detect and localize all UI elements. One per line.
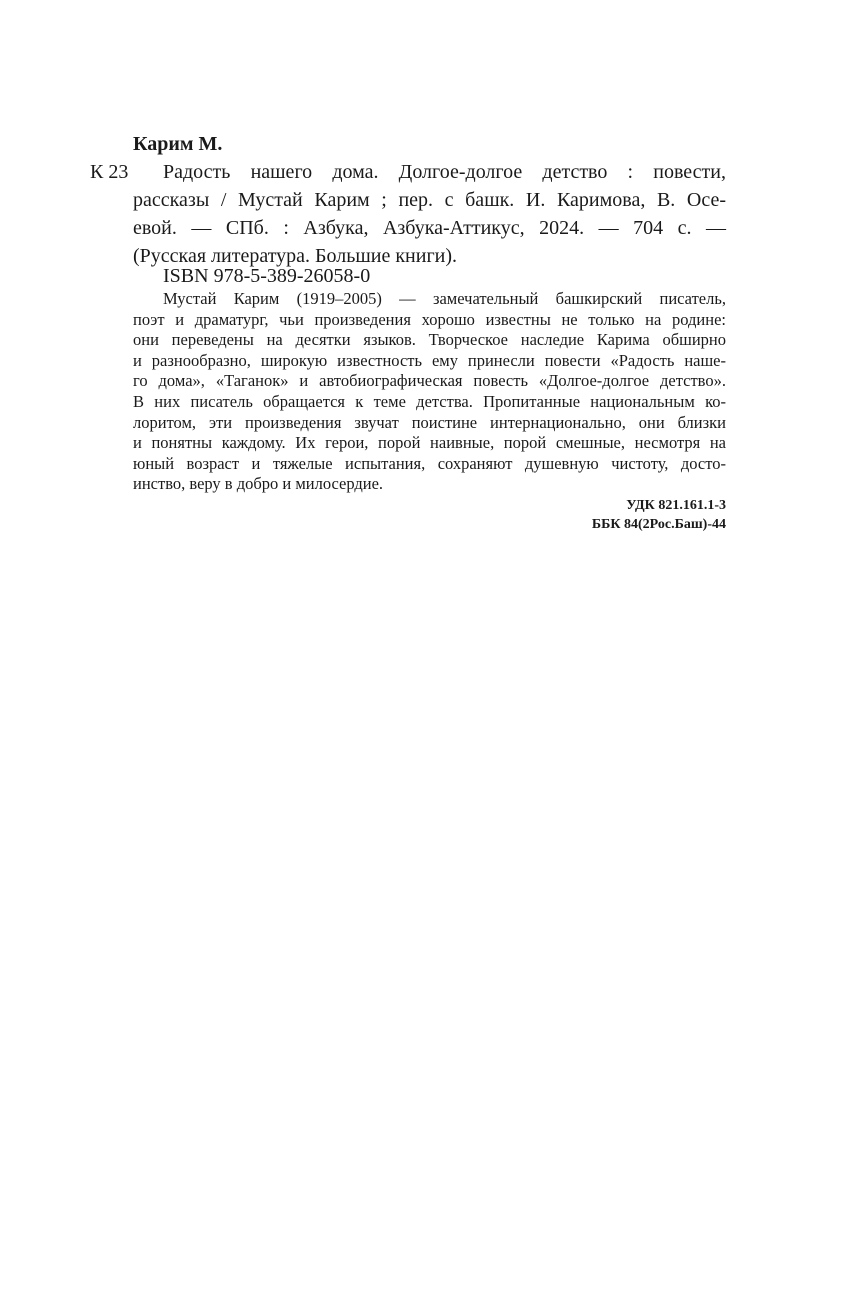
annotation-line-7: лоритом, эти произведения звучат поистине интернационально, они близки <box>133 412 726 432</box>
title-line-1: Радость нашего дома. Долгое-долгое детство : повести, <box>163 161 726 183</box>
isbn: ISBN 978-5-389-26058-0 <box>163 265 371 287</box>
classification-code: К 23 <box>90 161 129 183</box>
title-line-3: евой. — СПб. : Азбука, Азбука-Аттикус, 2024. — 704 с. — <box>133 217 726 239</box>
title-line-4: (Русская литература. Большие книги). <box>133 245 458 267</box>
author-heading: Карим М. <box>133 133 223 155</box>
annotation-line-8: и понятны каждому. Их герои, порой наивные, порой смешные, несмотря на <box>133 433 726 453</box>
annotation-line-1: Мустай Карим (1919–2005) — замечательный башкирский писатель, <box>163 289 726 308</box>
annotation-line-2: поэт и драматург, чьи произведения хорошо известны не только на родине: <box>133 309 726 329</box>
bbk-code: ББК 84(2Рос.Баш)-44 <box>591 517 726 532</box>
udk-code: УДК 821.161.1-3 <box>626 498 726 513</box>
annotation-line-4: и разнообразно, широкую известность ему принесли повести «Радость наше- <box>133 350 726 370</box>
annotation-line-6: В них писатель обращается к теме детства. Пропитанные национальным ко- <box>133 392 726 411</box>
annotation-line-9: юный возраст и тяжелые испытания, сохраняют душевную чистоту, досто- <box>133 453 726 473</box>
annotation-line-5: го дома», «Таганок» и автобиографическая повесть «Долгое-долгое детство». <box>133 371 726 391</box>
annotation-line-3: они переведены на десятки языков. Творческое наследие Карима обширно <box>133 330 726 350</box>
title-line-2: рассказы / Мустай Карим ; пер. с башк. И. Каримова, В. Осе- <box>133 189 726 211</box>
annotation-line-10: инство, веру в добро и милосердие. <box>133 474 384 494</box>
